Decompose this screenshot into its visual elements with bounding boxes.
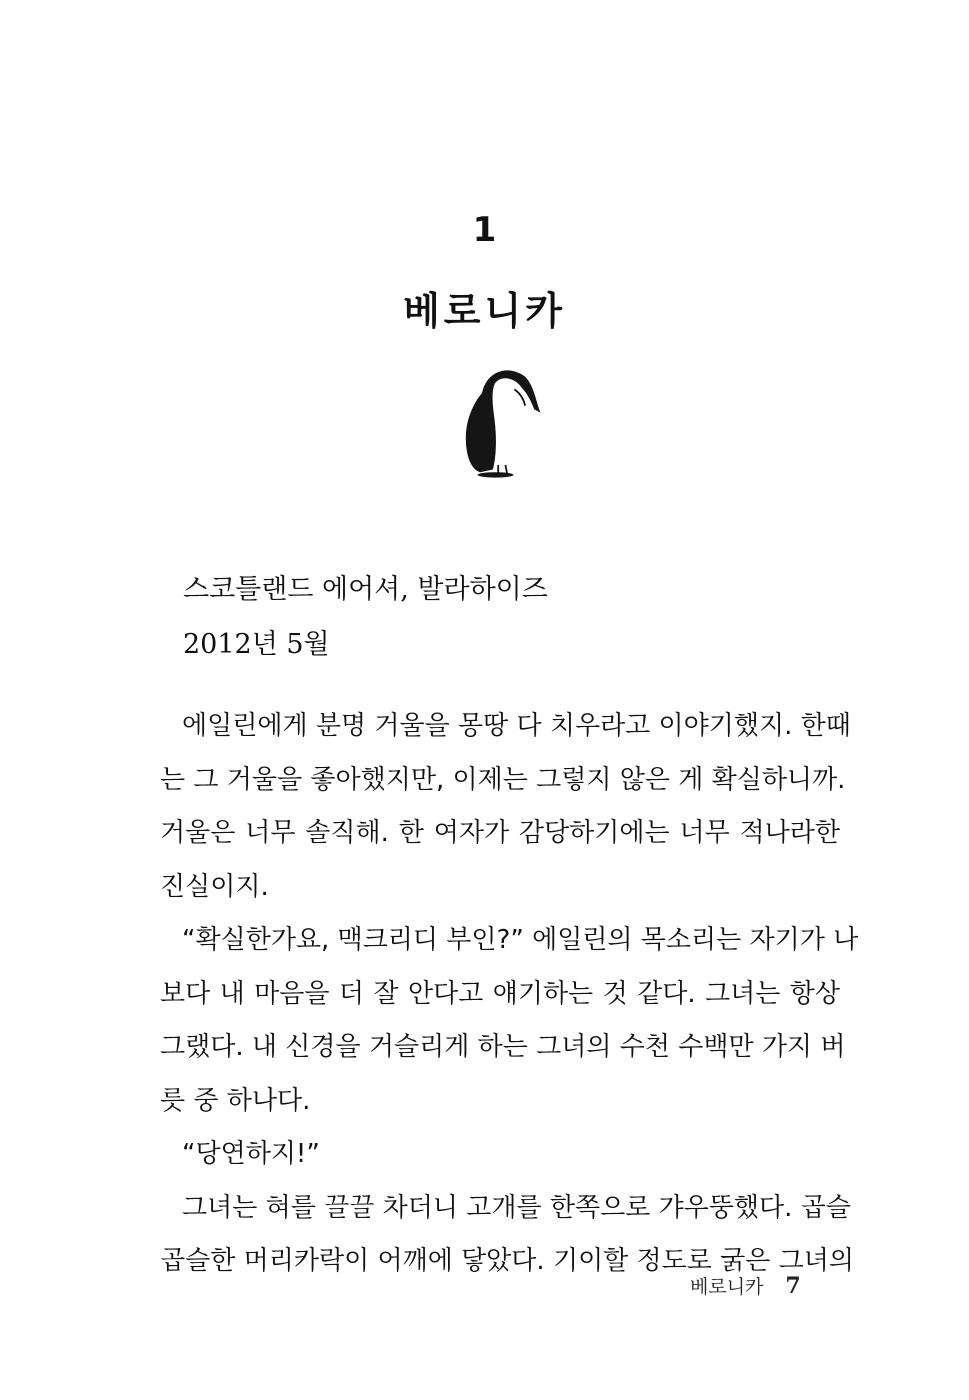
- text-line: 에일린에게 분명 거울을 몽땅 다 치우라고 이야기했지. 한때: [182, 711, 851, 741]
- body-text: [160, 700, 859, 1289]
- text-line: 거울은 너무 솔직해. 한 여자가 감당하기에는 너무 적나라한: [160, 818, 840, 848]
- page-footer: [690, 1272, 801, 1299]
- penguin-icon: [455, 355, 545, 485]
- setting-date: 2012년 5월: [183, 629, 330, 660]
- text-line: 는 그 거울을 좋아했지만, 이제는 그렇지 않은 게 확실하니까.: [160, 764, 846, 795]
- chapter-number: 1: [472, 210, 497, 250]
- text-line: 진실이지.: [160, 871, 269, 902]
- text-line: 보다 내 마음을 더 잘 안다고 얘기하는 것 같다. 그녀는 항상: [160, 978, 840, 1009]
- text-line: “당연하지!”: [182, 1139, 320, 1169]
- setting-place: 스코틀랜드 에어셔, 발라하이즈: [183, 574, 548, 605]
- text-line: 그녀는 혀를 끌끌 차더니 고개를 한쪽으로 갸우뚱했다. 곱슬: [182, 1192, 851, 1223]
- chapter-title: 베로니카: [403, 289, 566, 333]
- setting-heading: [183, 562, 548, 672]
- running-title: 베로니카: [690, 1276, 764, 1298]
- text-line: 릇 중 하나다.: [160, 1085, 311, 1116]
- page-number: 7: [785, 1273, 801, 1299]
- text-line: 곱슬한 머리카락이 어깨에 닿았다. 기이할 정도로 굵은 그녀의: [160, 1246, 855, 1276]
- text-line: “확실한가요, 맥크리디 부인?” 에일린의 목소리는 자기가 나: [182, 925, 859, 955]
- text-line: 그랬다. 내 신경을 거슬리게 하는 그녀의 수천 수백만 가지 버: [160, 1032, 846, 1062]
